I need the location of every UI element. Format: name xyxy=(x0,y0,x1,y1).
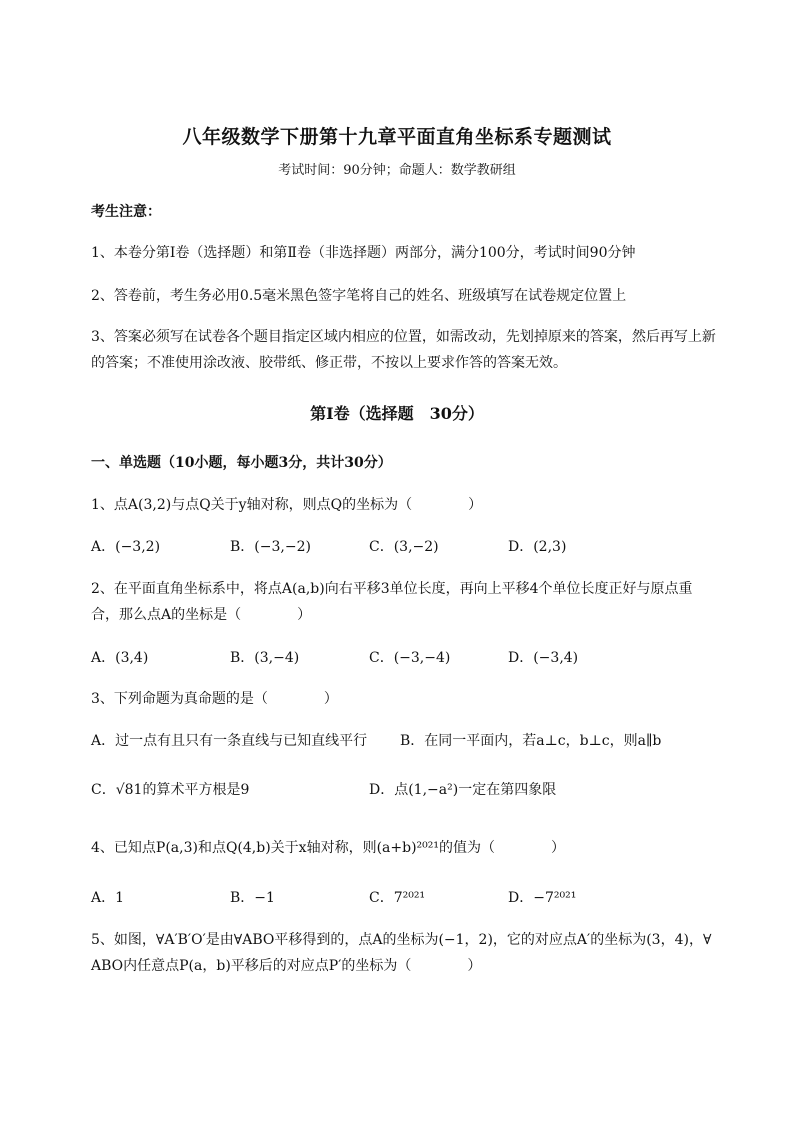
q1-option-a: A．(−3,2) xyxy=(91,539,161,555)
question-4-stem: 4、已知点P(a,3)和点Q(4,b)关于x轴对称，则(a+b)²⁰²¹的值为（ ） xyxy=(91,840,565,856)
page-title: 八年级数学下册第十九章平面直角坐标系专题测试 xyxy=(182,126,612,148)
q2-option-a: A．(3,4) xyxy=(91,650,149,666)
q2-option-d: D．(−3,4) xyxy=(508,650,579,666)
question-5-stem: 5、如图，∀A′B′O′是由∀ABO平移得到的，点A的坐标为(−1，2)，它的对应点A′的坐标为(3，4)，∀ xyxy=(91,932,712,948)
question-1-stem: 1、点A(3,2)与点Q关于y轴对称，则点Q的坐标为（ ） xyxy=(91,497,483,513)
question-3-stem: 3、下列命题为真命题的是（ ） xyxy=(91,691,338,707)
question-2-stem: 2、在平面直角坐标系中，将点A(a,b)向右平移3单位长度，再向上平移4个单位长度正好与原点重 xyxy=(91,581,693,597)
q2-option-c: C．(−3,−4) xyxy=(369,650,451,666)
q3-option-d: D．点(1,−a²)一定在第四象限 xyxy=(369,782,557,798)
q4-option-d: D．−7²⁰²¹ xyxy=(508,890,577,906)
q3-option-a: A．过一点有且只有一条直线与已知直线平行 xyxy=(91,733,368,749)
part-heading: 一、单选题（10小题，每小题3分，共计30分） xyxy=(91,455,392,471)
q1-option-c: C．(3,−2) xyxy=(369,539,439,555)
question-2-stem-cont: 合，那么点A的坐标是（ ） xyxy=(91,607,312,623)
note-item-3-cont: 的答案；不准使用涂改液、胶带纸、修正带，不按以上要求作答的答案无效。 xyxy=(91,355,567,371)
note-item-3: 3、答案必须写在试卷各个题目指定区域内相应的位置，如需改动，先划掉原来的答案，然后再写上新 xyxy=(91,329,716,345)
q3-option-c: C．√81的算术平方根是9 xyxy=(91,782,250,798)
q3-option-b: B．在同一平面内，若a⊥c，b⊥c，则a∥b xyxy=(400,733,662,749)
q4-option-a: A．1 xyxy=(91,890,125,906)
question-5-stem-cont: ABO内任意点P(a，b)平移后的对应点P′的坐标为（ ） xyxy=(91,958,482,974)
q1-option-b: B．(−3,−2) xyxy=(230,539,311,555)
section-title: 第Ⅰ卷（选择题 30分） xyxy=(310,404,484,423)
q4-option-c: C．7²⁰²¹ xyxy=(369,890,426,906)
exam-info: 考试时间：90分钟；命题人：数学教研组 xyxy=(278,163,516,178)
note-item-1: 1、本卷分第Ⅰ卷（选择题）和第Ⅱ卷（非选择题）两部分，满分100分，考试时间90分钟 xyxy=(91,245,636,261)
q2-option-b: B．(3,−4) xyxy=(230,650,300,666)
note-item-2: 2、答卷前，考生务必用0.5毫米黑色签字笔将自己的姓名、班级填写在试卷规定位置上 xyxy=(91,288,627,304)
q4-option-b: B．−1 xyxy=(230,890,275,906)
q1-option-d: D．(2,3) xyxy=(508,539,567,555)
notes-heading: 考生注意： xyxy=(91,204,161,220)
